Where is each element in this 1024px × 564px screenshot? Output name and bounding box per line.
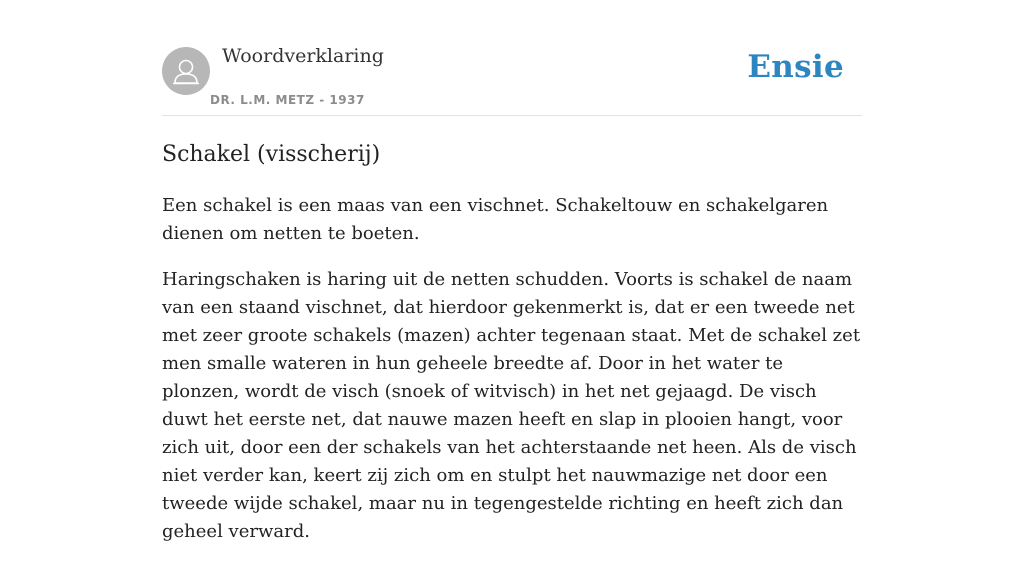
article-paragraph-2: Haringschaken is haring uit de netten schudden. Voorts is schakel de naam van een staand vischnet, dat hierdoor gekenmerkt is, dat er een tweede net met zeer groote schakels (mazen) achter tegenaan staat. Met de schakel zet men smalle wateren in hun geheele breedte af. Door in het water te plonzen, wordt de visch (snoek of witvisch) in het net gejaagd. De visch duwt het eerste net, dat nauwe mazen heeft en slap in plooien hangt, voor zich uit, door een der schakels van het achterstaande net heen. Als de visch niet verder kan, keert zij zich om en stulpt het nauwmazige net door een tweede wijde schakel, maar nu in tegengestelde richting en heeft zich dan geheel verward. bbox=[162, 269, 861, 542]
article-body bbox=[162, 138, 862, 564]
user-avatar-icon[interactable] bbox=[162, 47, 210, 95]
source-title-link[interactable]: Woordverklaring bbox=[222, 45, 384, 67]
ensie-logo-link[interactable]: Ensie bbox=[747, 49, 844, 85]
source-header bbox=[162, 40, 862, 116]
article-paragraph-1: Een schakel is een maas van een vischnet. Schakeltouw en schakelgaren dienen om netten te boeten. bbox=[162, 195, 829, 244]
article-title: Schakel (visscherij) bbox=[162, 142, 381, 167]
source-author-year: DR. L.M. METZ - 1937 bbox=[210, 93, 365, 107]
